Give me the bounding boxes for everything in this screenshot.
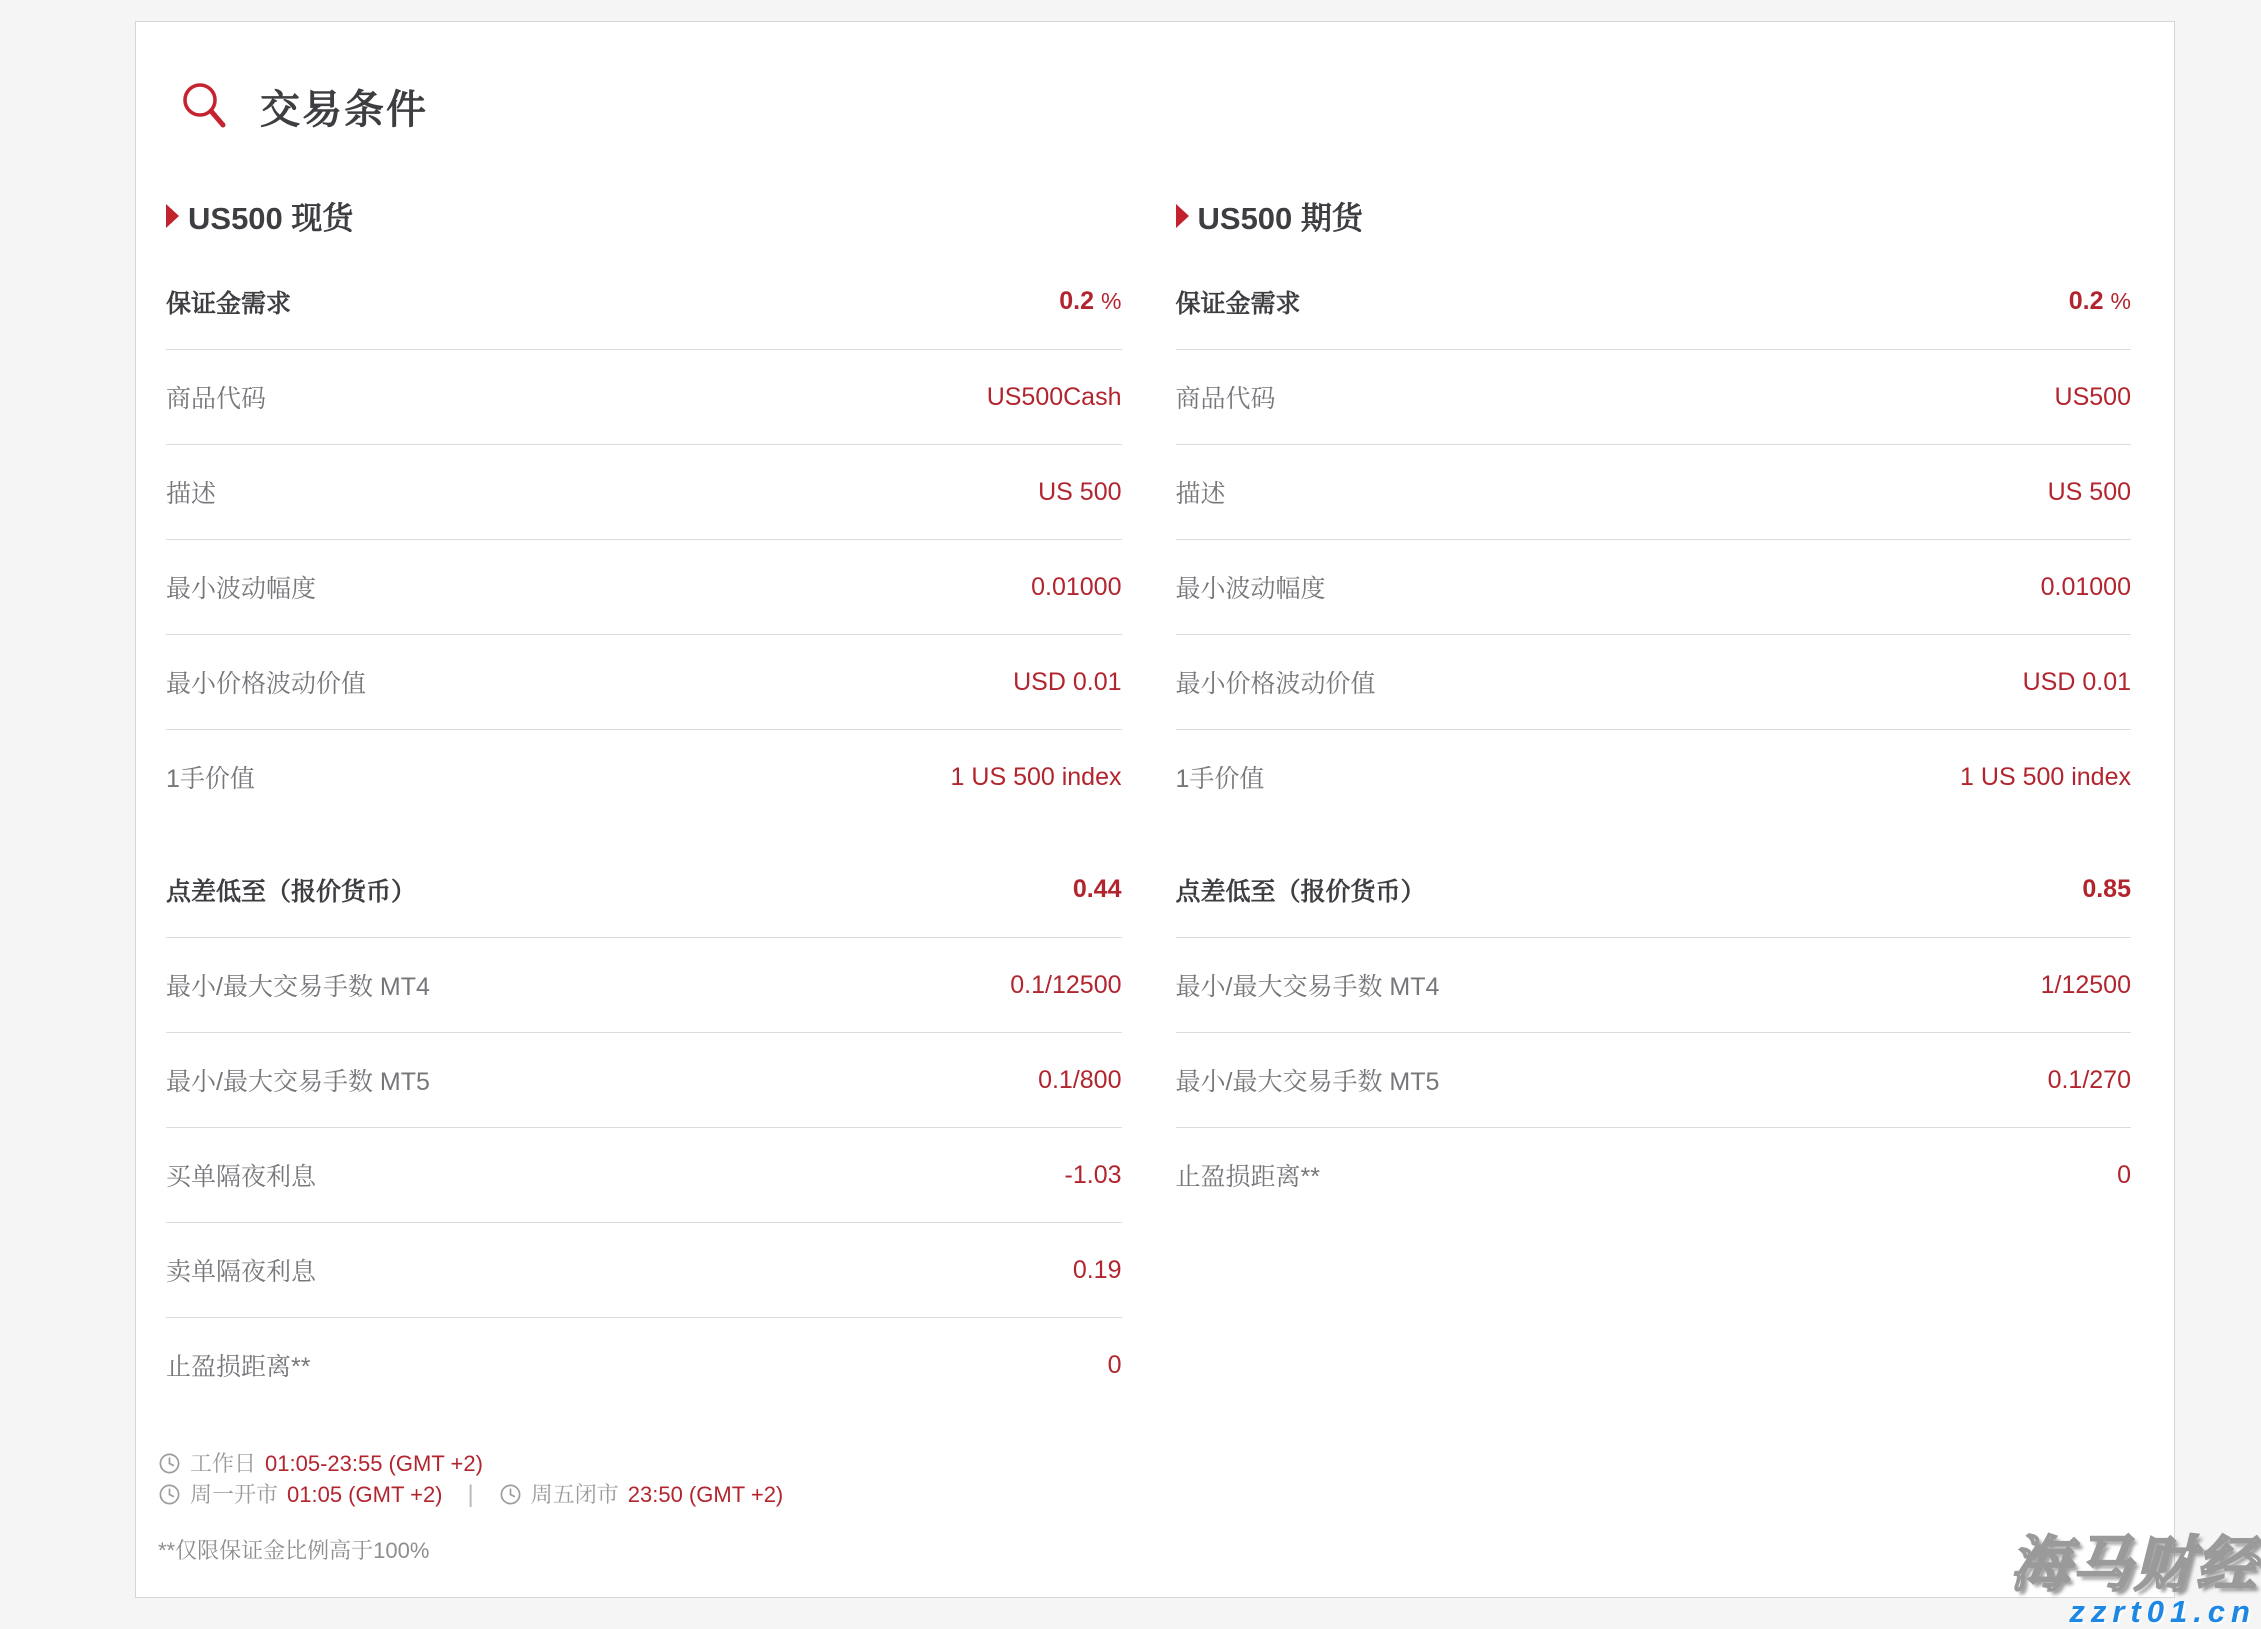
row-label: 保证金需求 — [1175, 289, 1301, 318]
friday-close-time: 23:50 (GMT +2) — [627, 1482, 784, 1507]
row-label: 最小/最大交易手数 MT4 — [1175, 973, 1440, 1001]
clock-icon — [158, 1483, 181, 1506]
futures-section-margin — [1176, 254, 2132, 824]
row-value: 0 — [1107, 1350, 1122, 1379]
row-value: 0.01000 — [1031, 572, 1122, 601]
row-label: 商品代码 — [166, 385, 267, 413]
row-value: 1 US 500 index — [1960, 762, 2131, 791]
row-value: USD 0.01 — [1013, 667, 1122, 696]
row-value: US 500 — [2047, 477, 2131, 506]
table-row — [166, 1222, 1122, 1317]
monday-open-time: 01:05 (GMT +2) — [287, 1482, 443, 1507]
table-row — [1176, 842, 2132, 937]
table-row — [166, 254, 1122, 349]
row-value: US500Cash — [986, 382, 1122, 411]
table-row — [166, 937, 1122, 1032]
row-label: 商品代码 — [1175, 385, 1276, 413]
monday-open-label: 周一开市 — [190, 1482, 279, 1507]
row-label: 1手价值 — [1175, 765, 1265, 793]
column-title: US500 期货 — [1197, 201, 1363, 236]
column-us500-spot — [158, 193, 1122, 1565]
table-row — [166, 1317, 1122, 1412]
row-label: 最小/最大交易手数 MT5 — [166, 1068, 430, 1096]
row-value: USD 0.01 — [2022, 667, 2131, 696]
table-row — [1176, 729, 2132, 824]
page-title-row — [166, 78, 2131, 135]
table-row — [166, 729, 1122, 824]
row-label: 保证金需求 — [166, 289, 292, 318]
weekday-time: 01:05-23:55 (GMT +2) — [265, 1451, 483, 1476]
row-value: 0.1/12500 — [1010, 970, 1122, 999]
trading-hours — [158, 1448, 1122, 1565]
clock-icon — [499, 1483, 522, 1506]
row-label: 最小价格波动价值 — [1175, 670, 1376, 698]
row-value: -1.03 — [1064, 1160, 1122, 1189]
row-label: 止盈损距离** — [166, 1353, 311, 1381]
triangle-marker-icon — [166, 204, 179, 228]
table-row — [166, 444, 1122, 539]
row-label: 止盈损距离** — [1175, 1163, 1320, 1191]
row-label: 最小价格波动价值 — [166, 670, 367, 698]
row-value: 0.85 — [2082, 875, 2131, 903]
clock-icon — [158, 1452, 181, 1475]
row-label: 卖单隔夜利息 — [166, 1258, 317, 1286]
spot-section-margin — [166, 254, 1122, 824]
row-label: 描述 — [1175, 480, 1226, 508]
row-label: 点差低至（报价货币） — [166, 877, 417, 906]
row-value: 0.2 % — [2068, 287, 2131, 315]
futures-section-spread — [1176, 842, 2132, 1222]
column-us500-futures — [1176, 193, 2132, 1565]
row-label: 最小波动幅度 — [1175, 575, 1326, 603]
table-row — [166, 349, 1122, 444]
weekday-hours-line — [158, 1448, 1122, 1479]
table-row — [1176, 634, 2132, 729]
trading-conditions-card — [135, 21, 2175, 1598]
row-value: 0.01000 — [2040, 572, 2131, 601]
row-value: US500 — [2054, 382, 2131, 411]
triangle-marker-icon — [1176, 204, 1189, 228]
row-label: 最小/最大交易手数 MT5 — [1175, 1068, 1440, 1096]
table-row — [166, 634, 1122, 729]
table-row — [1176, 1127, 2132, 1222]
row-value: 0 — [2117, 1160, 2131, 1189]
row-label: 最小波动幅度 — [166, 575, 317, 603]
row-label: 买单隔夜利息 — [166, 1163, 317, 1191]
row-value: 0.2 % — [1059, 287, 1122, 315]
row-label: 最小/最大交易手数 MT4 — [166, 973, 430, 1001]
footer-separator: | — [467, 1481, 474, 1508]
table-row — [166, 842, 1122, 937]
weekday-label: 工作日 — [190, 1451, 257, 1476]
row-value: 0.19 — [1072, 1255, 1122, 1284]
table-row — [1176, 1032, 2132, 1127]
row-value: 0.1/800 — [1038, 1065, 1122, 1094]
table-row — [166, 539, 1122, 634]
table-row — [1176, 349, 2132, 444]
row-label: 点差低至（报价货币） — [1175, 877, 1426, 906]
table-row — [1176, 937, 2132, 1032]
column-title: US500 现货 — [188, 201, 354, 236]
row-value: 1 US 500 index — [950, 762, 1122, 791]
watermark-site: zzrt01.cn — [2069, 1594, 2256, 1629]
row-label: 1手价值 — [166, 765, 255, 793]
table-row — [1176, 444, 2132, 539]
spot-section-spread — [166, 842, 1122, 1412]
search-icon — [178, 80, 232, 134]
page-title: 交易条件 — [260, 88, 428, 132]
row-value: 0.44 — [1072, 875, 1122, 903]
table-row — [1176, 539, 2132, 634]
row-value: US 500 — [1038, 477, 1122, 506]
table-row — [166, 1127, 1122, 1222]
margin-note: **仅限保证金比例高于100% — [158, 1538, 430, 1563]
row-value: 1/12500 — [2040, 970, 2131, 999]
table-row — [166, 1032, 1122, 1127]
row-value: 0.1/270 — [2047, 1065, 2131, 1094]
open-close-hours-line — [158, 1479, 1122, 1510]
column-header-spot — [166, 193, 1122, 238]
watermark-brand: 海马财经 — [2010, 1531, 2258, 1598]
column-header-futures — [1176, 193, 2132, 238]
table-row — [1176, 254, 2132, 349]
row-label: 描述 — [166, 480, 217, 508]
conditions-columns — [158, 193, 2131, 1565]
friday-close-label: 周五闭市 — [530, 1482, 619, 1507]
